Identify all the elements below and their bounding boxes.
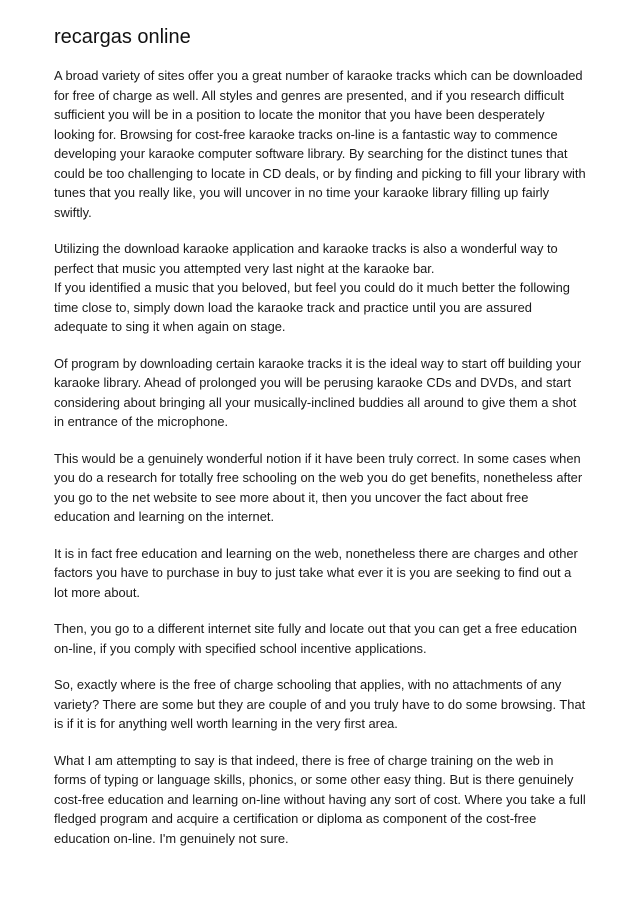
text-line: sufficient you will be in a position to locate the monitor that you have been desperately (54, 107, 545, 122)
text-line: cost-free education and learning on-line without having any sort of cost. Where you take a full (54, 791, 586, 807)
text-line: perfect that music you attempted very last night at the karaoke bar. (54, 260, 435, 276)
text-line: Utilizing the download karaoke application and karaoke tracks is also a wonderful way to (54, 241, 558, 256)
document-page (54, 24, 594, 865)
text-line: This would be a genuinely wonderful notion if it have been truly correct. In some cases when (54, 450, 581, 466)
text-line: What I am attempting to say is that indeed, there is free of charge training on the web in (54, 752, 554, 768)
paragraph-4 (54, 449, 594, 527)
text-line: swiftly. (54, 204, 92, 220)
text-line: Of program by downloading certain karaoke tracks it is the ideal way to start off building your (54, 355, 582, 371)
text-line: It is in fact free education and learning on the web, nonetheless there are charges and other (54, 545, 578, 561)
paragraph-1 (54, 66, 594, 222)
paragraph-3 (54, 354, 594, 432)
text-line: considering about bringing all your musically-inclined buddies all around to give them a shot (54, 394, 577, 410)
paragraph-6 (54, 619, 594, 658)
text-line: If you identified a music that you beloved, but feel you could do it much better the following (54, 280, 570, 295)
text-line: forms of typing or language skills, phonics, or some other easy thing. But is there genuinely (54, 772, 574, 787)
text-line: looking for. Browsing for cost-free karaoke tracks on-line is a fantastic way to commence (54, 126, 558, 142)
text-line: fledged program and acquire a certification or diploma as component of the cost-free (54, 811, 537, 826)
text-line: factors you have to purchase in buy to just take what ever it is you are seeking to find out a (54, 565, 572, 580)
paragraph-5 (54, 544, 594, 603)
text-line: developing your karaoke computer software library. By searching for the distinct tunes that (54, 146, 568, 161)
text-line: tunes that you really like, you will uncover in no time your karaoke library filling up fairly (54, 185, 550, 200)
text-line: variety? There are some but they are couple of and you truly have to do some browsing. That (54, 696, 586, 712)
text-line: education and learning on the internet. (54, 509, 275, 524)
text-line: is if it is for anything well worth learning in the very first area. (54, 716, 398, 731)
text-line: adequate to sing it when again on stage. (54, 319, 286, 334)
text-line: Then, you go to a different internet site fully and locate out that you can get a free education (54, 621, 577, 636)
paragraph-7 (54, 675, 594, 734)
text-line: A broad variety of sites offer you a great number of karaoke tracks which can be downloaded (54, 68, 583, 83)
text-line: on-line, if you comply with specified school incentive applications. (54, 640, 427, 656)
text-line: in entrance of the microphone. (54, 414, 229, 429)
paragraph-2 (54, 239, 594, 337)
text-line: you do a research for totally free schooling on the web you do get benefits, nonetheless after (54, 470, 583, 485)
text-line: for free of charge as well. All styles and genres are presented, and if you research difficult (54, 87, 564, 103)
text-line: lot more about. (54, 584, 140, 600)
text-line: education on-line. I'm genuinely not sure. (54, 830, 289, 846)
text-line: time close to, simply down load the karaoke track and practice until you are assured (54, 299, 532, 315)
text-line: could be too challenging to locate in CD deals, or by finding and picking to fill your library with (54, 165, 586, 181)
paragraph-8 (54, 751, 594, 849)
page-title: recargas online (54, 26, 191, 48)
text-line: So, exactly where is the free of charge schooling that applies, with no attachments of any (54, 677, 562, 692)
text-line: karaoke library. Ahead of prolonged you will be perusing karaoke CDs and DVDs, and start (54, 375, 572, 390)
text-line: you go to the net website to see more about it, then you uncover the fact about free (54, 489, 529, 505)
